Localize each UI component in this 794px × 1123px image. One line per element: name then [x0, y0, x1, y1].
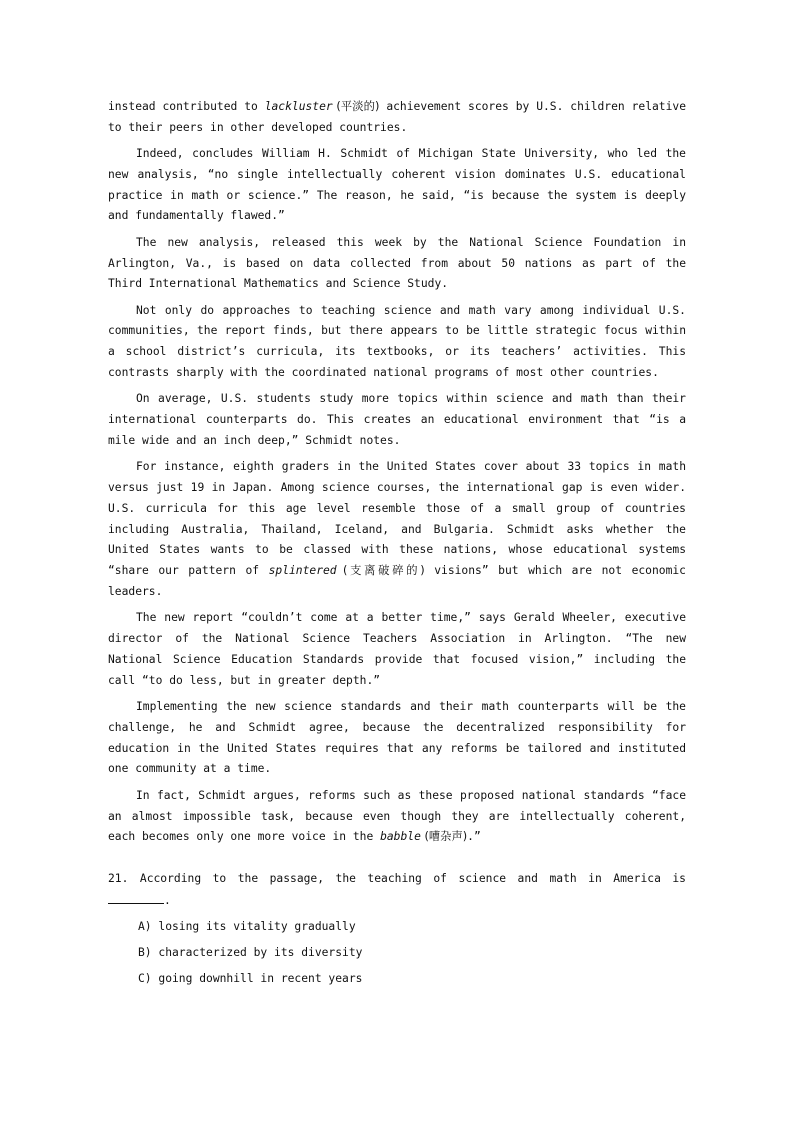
- passage: [108, 97, 686, 848]
- paragraph-text: For instance, eighth graders in the United States cover about 33 topics in math versus just 19 in Japan. Among science courses, the international gap is even wider. U.S. curricula for this age level resemble those of a small group of countries including Australia, Thailand, Iceland, and Bulgaria. Schmidt asks whether the United States wants to be classed with these nations, whose educational systems “share our pattern of: [108, 460, 686, 578]
- italic-term: lackluster: [264, 100, 333, 113]
- option-c: C) going downhill in recent years: [138, 971, 363, 985]
- paragraph-text: visions” but which are not economic leaders.: [108, 564, 686, 599]
- paragraph-7: [108, 608, 686, 691]
- paragraph-4: [108, 301, 686, 384]
- paragraph-5: [108, 389, 686, 451]
- paragraph-3: [108, 233, 686, 295]
- paragraph-text: .”: [467, 830, 481, 844]
- paragraph-text: On average, U.S. students study more topics within science and math than their international counterparts do. This creates an educational environment that “is a mile wide and an inch deep,” Schmidt notes.: [108, 392, 686, 447]
- answer-options: [138, 917, 686, 990]
- italic-term: splintered: [268, 564, 337, 578]
- question-21: [108, 869, 686, 989]
- option-b: B) characterized by its diversity: [138, 945, 363, 959]
- option-a: A) losing its vitality gradually: [138, 919, 356, 933]
- paragraph-text: In fact, Schmidt argues, reforms such as these proposed national standards “face an almost impossible task, because even though they are intellectually coherent, each becomes only one more voice in the: [108, 788, 686, 844]
- question-stem: [108, 869, 686, 912]
- paragraph-text: achievement scores by U.S. children relative to their peers in other developed countries.: [108, 100, 687, 134]
- answer-blank: [108, 890, 164, 904]
- paragraph-text: The new analysis, released this week by the National Science Foundation in Arlington, Va., is based on data collected from about 50 nations as part of the Third International Mathematics and Science Study.: [108, 235, 686, 291]
- chinese-gloss: (平淡的): [332, 100, 380, 113]
- question-end: .: [164, 893, 171, 907]
- chinese-gloss: (支离破碎的): [336, 564, 425, 578]
- paragraph-8: [108, 697, 686, 780]
- question-number: 21.: [108, 872, 129, 886]
- paragraph-6: [108, 457, 686, 603]
- paragraph-text: instead contributed to: [108, 100, 265, 113]
- paragraph-text: The new report “couldn’t come at a better time,” says Gerald Wheeler, executive director of the National Science Teachers Association in Arlington. “The new National Science Education Standards provide that focused vision,” including the call “to do less, but in greater depth.”: [108, 611, 686, 687]
- question-text: According to the passage, the teaching of science and math in America is: [139, 872, 686, 886]
- paragraph-text: Indeed, concludes William H. Schmidt of Michigan State University, who led the new analysis, “no single intellectually coherent vision dominates U.S. educational practice in math or science.” The reason, he said, “is because the system is deeply and fundamentally flawed.”: [108, 147, 686, 223]
- paragraph-9: [108, 786, 686, 848]
- italic-term: babble: [380, 830, 421, 844]
- paragraph-text: Not only do approaches to teaching science and math vary among individual U.S. communities, the report finds, but there appears to be little strategic focus within a school district’s curricula, its textbooks, or its teachers’ activities. This contrasts sharply with the coordinated national programs of most other countries.: [108, 303, 686, 380]
- document-page: [108, 97, 686, 995]
- chinese-gloss: (嘈杂声): [420, 830, 468, 844]
- paragraph-2: [108, 144, 686, 227]
- paragraph-text: Implementing the new science standards and their math counterparts will be the challenge, he and Schmidt agree, because the decentralized responsibility for education in the United States requires that any reforms be tailored and instituted one community at a time.: [108, 700, 686, 776]
- paragraph-1: [108, 97, 686, 139]
